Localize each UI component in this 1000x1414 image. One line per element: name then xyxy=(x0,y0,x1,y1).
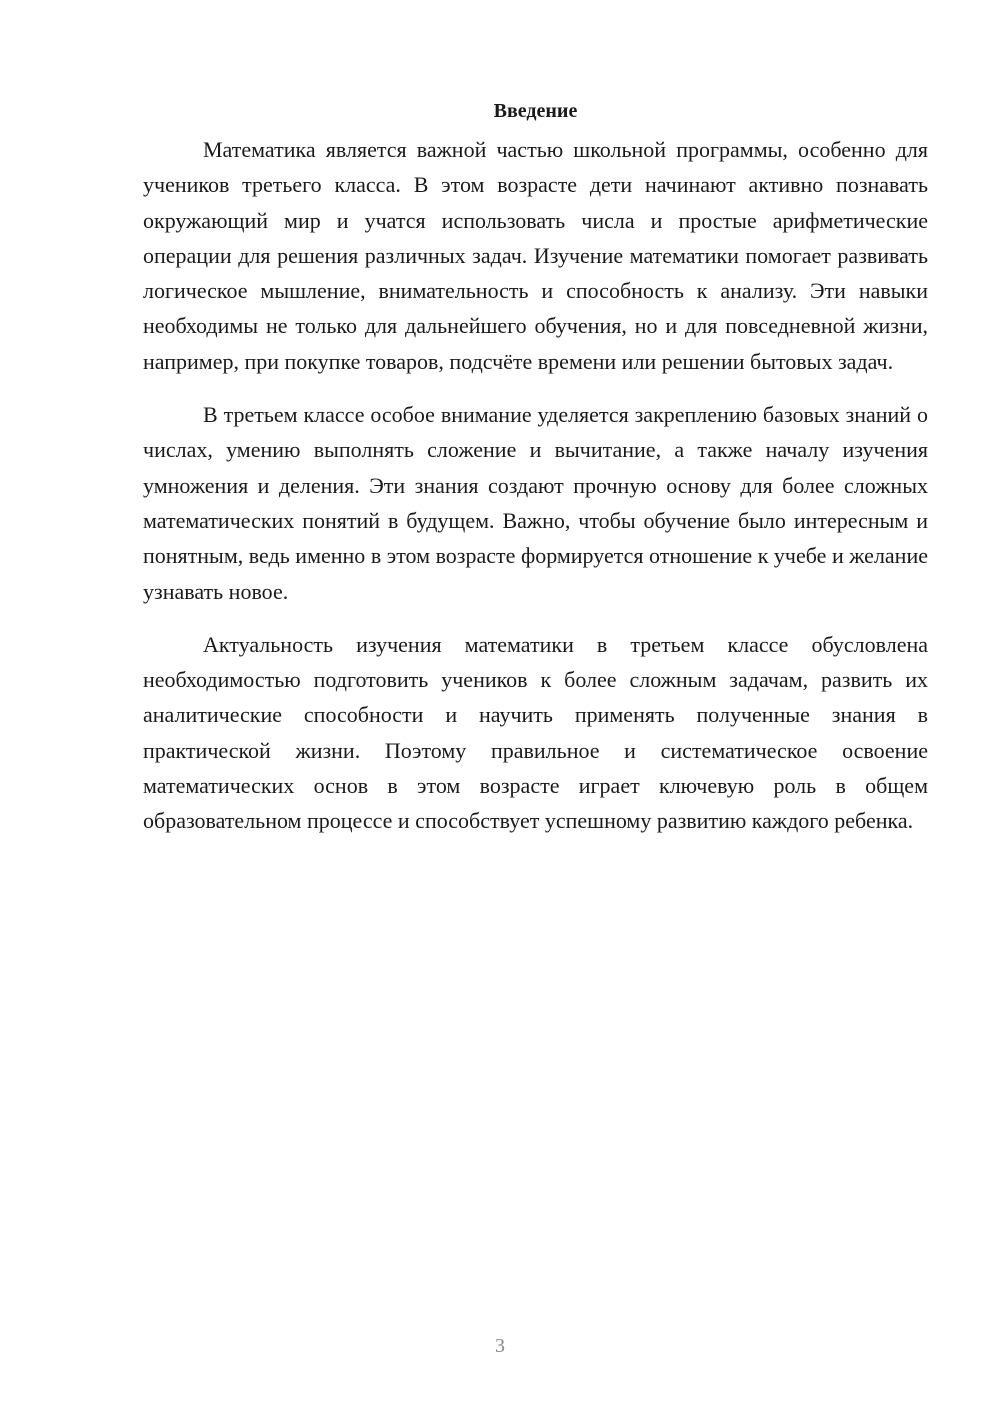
page-number: 3 xyxy=(495,1335,505,1357)
paragraph-1: Математика является важной частью школьной программы, особенно для учеников третьего класса. В этом возрасте дети начинают активно познавать окружающий мир и учатся использовать числа и простые арифметические операции для решения различных задач. Изучение математики помогает развивать логическое мышление, внимательность и способность к анализу. Эти навыки необходимы не только для дальнейшего обучения, но и для повседневной жизни, например, при покупке товаров, подсчёте времени или решении бытовых задач. xyxy=(143,137,928,374)
paragraph-3: Актуальность изучения математики в третьем классе обусловлена необходимостью подготовить учеников к более сложным задачам, развить их аналитические способности и научить применять полученные знания в практической жизни. Поэтому правильное и систематическое освоение математических основ в этом возрасте играет ключевую роль в общем образовательном процессе и способствует успешному развитию каждого ребенка. xyxy=(143,631,928,834)
section-title: Введение xyxy=(493,100,578,122)
page-content xyxy=(143,96,928,857)
paragraph-2: В третьем классе особое внимание уделяется закреплению базовых знаний о числах, умению выполнять сложение и вычитание, а также началу изучения умножения и деления. Эти знания создают прочную основу для более сложных математических понятий в будущем. Важно, чтобы обучение было интересным и понятным, ведь именно в этом возрасте формируется отношение к учебе и желание узнавать новое. xyxy=(143,402,928,604)
